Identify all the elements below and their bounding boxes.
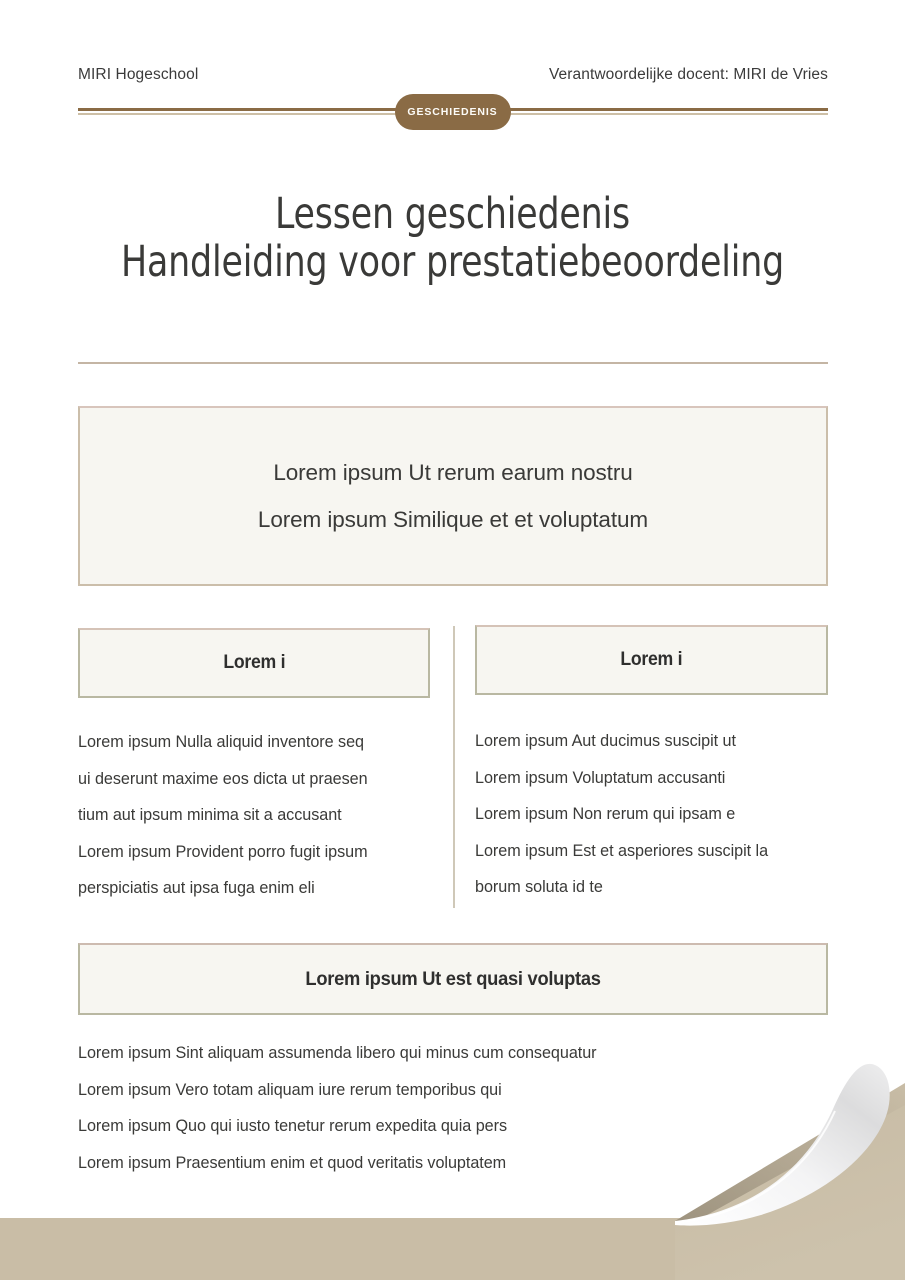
column-divider [453,626,455,908]
bottom-section-line: Lorem ipsum Vero totam aliquam iure rerum temporibus qui [78,1080,502,1099]
school-name: MIRI Hogeschool [78,66,199,83]
hero-callout-box [78,406,828,586]
hero-line-1: Lorem ipsum Ut rerum earum nostru [273,459,633,485]
bottom-section-body [78,1035,838,1182]
bottom-section-line: Lorem ipsum Praesentium enim et quod veritatis voluptatem [78,1154,507,1173]
document-header [78,66,828,84]
page-title-line-1: Lessen geschiedenis [275,189,630,239]
column-2-heading: Lorem i [620,649,683,670]
hero-line-2: Lorem ipsum Similique et et voluptatum [257,506,649,532]
column-1-heading: Lorem i [223,652,285,673]
column-2-line: Lorem ipsum Non rerum qui ipsam e [475,805,736,823]
column-1-line: ui deserunt maxime eos dicta ut praesen [78,769,368,788]
column-2-line: Lorem ipsum Voluptatum accusanti [475,768,726,787]
column-2-line: Lorem ipsum Aut ducimus suscipit ut [475,732,736,750]
bottom-section-line: Lorem ipsum Quo qui iusto tenetur rerum expedita quia pers [78,1117,507,1136]
bottom-section-heading-box [78,943,828,1015]
bottom-section-line: Lorem ipsum Sint aliquam assumenda libero qui minus cum consequatur [78,1044,597,1062]
column-1-body [78,724,448,907]
column-2-heading-box [475,625,828,695]
column-2-body [475,723,845,906]
column-1-line: perspiciatis aut ipsa fuga enim eli [78,879,315,897]
column-1-line: Lorem ipsum Nulla aliquid inventore seq [78,733,364,751]
column-2-line: Lorem ipsum Est et asperiores suscipit la [475,841,769,860]
page-title-line-2: Handleiding voor prestatiebeoordeling [120,237,785,287]
column-2-line: borum soluta id te [475,878,603,896]
subject-badge: GESCHIEDENIS [395,94,511,130]
column-1-line: tium aut ipsum minima sit a accusant [78,806,342,824]
responsible-teacher: Verantwoordelijke docent: MIRI de Vries [548,66,828,83]
page-title [0,190,905,286]
column-1-line: Lorem ipsum Provident porro fugit ipsum [78,842,368,861]
title-separator [78,362,828,364]
column-1-heading-box [78,628,430,698]
bottom-section-heading: Lorem ipsum Ut est quasi voluptas [305,967,601,990]
